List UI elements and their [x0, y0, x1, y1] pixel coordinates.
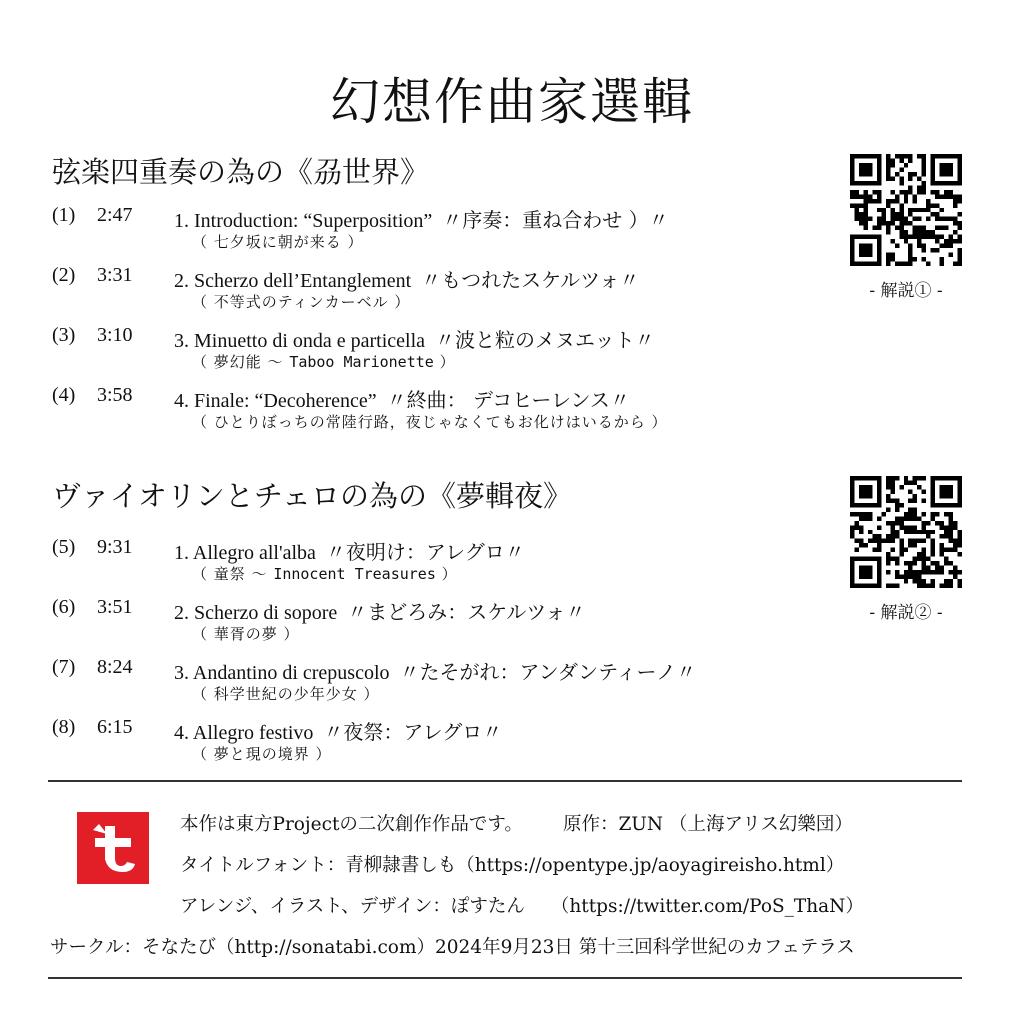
track-row — [52, 324, 812, 371]
track-subtitle — [192, 563, 458, 584]
track-title-jp: 〃夜祭：アレグロ〃 — [323, 720, 503, 744]
track-name — [174, 536, 525, 565]
track-name — [174, 716, 502, 745]
track-subtitle — [192, 351, 456, 372]
track-subtitle: （ 華胥の夢 ） — [192, 625, 300, 643]
track-duration: 3:58 — [97, 384, 133, 406]
subtitle-en: Innocent Treasures — [273, 565, 436, 583]
section-title-2: ヴァイオリンとチェロの為の《夢輯夜》 — [52, 479, 572, 513]
track-duration: 6:15 — [97, 716, 133, 738]
track-duration: 3:51 — [97, 596, 133, 618]
circle-info[interactable]: サークル：そなたび（http://sonatabi.com）2024年9月23日 第十三回科学世紀のカフェテラス — [50, 937, 855, 958]
subtitle-prefix: （ 夢幻能 〜 — [192, 353, 290, 371]
track-title-jp: 〃序奏：重ね合わせ ）〃 — [442, 208, 669, 232]
track-row — [52, 264, 812, 311]
track-subtitle: （ 七夕坂に朝が来る ） — [192, 233, 364, 251]
track-duration: 8:24 — [97, 656, 133, 678]
track-duration: 3:10 — [97, 324, 133, 346]
track-duration: 2:47 — [97, 204, 133, 226]
track-name — [174, 656, 696, 685]
track-row — [52, 536, 812, 583]
track-title: 3. Andantino di crepuscolo — [174, 662, 390, 684]
track-duration: 9:31 — [97, 536, 133, 558]
track-title-jp: 〃夜明け：アレグロ〃 — [325, 540, 525, 564]
subtitle-suffix: ） — [435, 565, 458, 583]
album-title: 幻想作曲家選輯 — [330, 73, 694, 131]
fan-work-notice: 本作は東方Projectの二次創作作品です。 — [180, 814, 523, 835]
track-name — [174, 324, 655, 353]
track-name — [174, 264, 639, 293]
design-credit-line — [180, 892, 864, 918]
subtitle-en: Taboo Marionette — [289, 353, 434, 371]
qr-label-2: - 解説② - — [869, 603, 943, 623]
track-title-jp: 〃まどろみ：スケルツォ〃 — [347, 600, 586, 624]
font-credit[interactable]: タイトルフォント：青柳隷書しも（https://opentype.jp/aoyagireisho.html） — [180, 855, 845, 876]
track-subtitle: （ 夢と現の境界 ） — [192, 745, 332, 763]
track-title: 1. Introduction: “Superposition” — [174, 210, 433, 232]
divider-bottom — [48, 977, 962, 979]
track-number: (6) — [52, 596, 76, 618]
track-subtitle: （ ひとりぼっちの常陸行路，夜じゃなくてもお化けはいるから ） — [192, 413, 668, 431]
track-title: 2. Scherzo dell’Entanglement — [174, 270, 412, 292]
divider-top — [48, 780, 962, 782]
track-row — [52, 384, 812, 431]
track-title-jp: 〃終曲： デコヒーレンス〃 — [386, 388, 630, 412]
twitter-link[interactable]: （https://twitter.com/PoS_ThaN） — [550, 896, 864, 917]
track-number: (4) — [52, 384, 76, 406]
qr-label-1: - 解説① - — [869, 281, 943, 301]
circle-logo — [77, 812, 149, 884]
track-number: (2) — [52, 264, 76, 286]
track-title: 2. Scherzo di sopore — [174, 602, 338, 624]
original-credit: 原作：ZUN （上海アリス幻樂団） — [562, 814, 853, 835]
track-number: (3) — [52, 324, 76, 346]
track-title-jp: 〃たそがれ：アンダンティーノ〃 — [399, 660, 697, 684]
qr-code-1[interactable] — [850, 154, 962, 266]
track-number: (5) — [52, 536, 76, 558]
track-row — [52, 656, 812, 703]
track-title: 1. Allegro all'alba — [174, 542, 316, 564]
subtitle-suffix: ） — [433, 353, 456, 371]
track-number: (7) — [52, 656, 76, 678]
track-title: 3. Minuetto di onda e particella — [174, 330, 426, 352]
subtitle-prefix: （ 童祭 〜 — [192, 565, 274, 583]
track-title-jp: 〃もつれたスケルツォ〃 — [421, 268, 640, 292]
track-row — [52, 716, 812, 763]
track-number: (1) — [52, 204, 76, 226]
track-name — [174, 384, 630, 413]
logo-t-icon — [77, 812, 149, 884]
track-row — [52, 596, 812, 643]
track-row — [52, 204, 812, 251]
track-name — [174, 204, 669, 233]
track-duration: 3:31 — [97, 264, 133, 286]
section-title-1: 弦楽四重奏の為の《刕世界》 — [52, 155, 430, 189]
track-subtitle: （ 不等式のティンカーベル ） — [192, 293, 411, 311]
track-subtitle: （ 科学世紀の少年少女 ） — [192, 685, 380, 703]
track-title: 4. Allegro festivo — [174, 722, 314, 744]
track-name — [174, 596, 586, 625]
qr-code-2[interactable] — [850, 476, 962, 588]
copyright-line — [180, 810, 853, 836]
track-number: (8) — [52, 716, 76, 738]
track-title-jp: 〃波と粒のメヌエット〃 — [435, 328, 655, 352]
track-title: 4. Finale: “Decoherence” — [174, 390, 377, 412]
design-credit: アレンジ、イラスト、デザイン：ぽすたん — [180, 896, 525, 917]
